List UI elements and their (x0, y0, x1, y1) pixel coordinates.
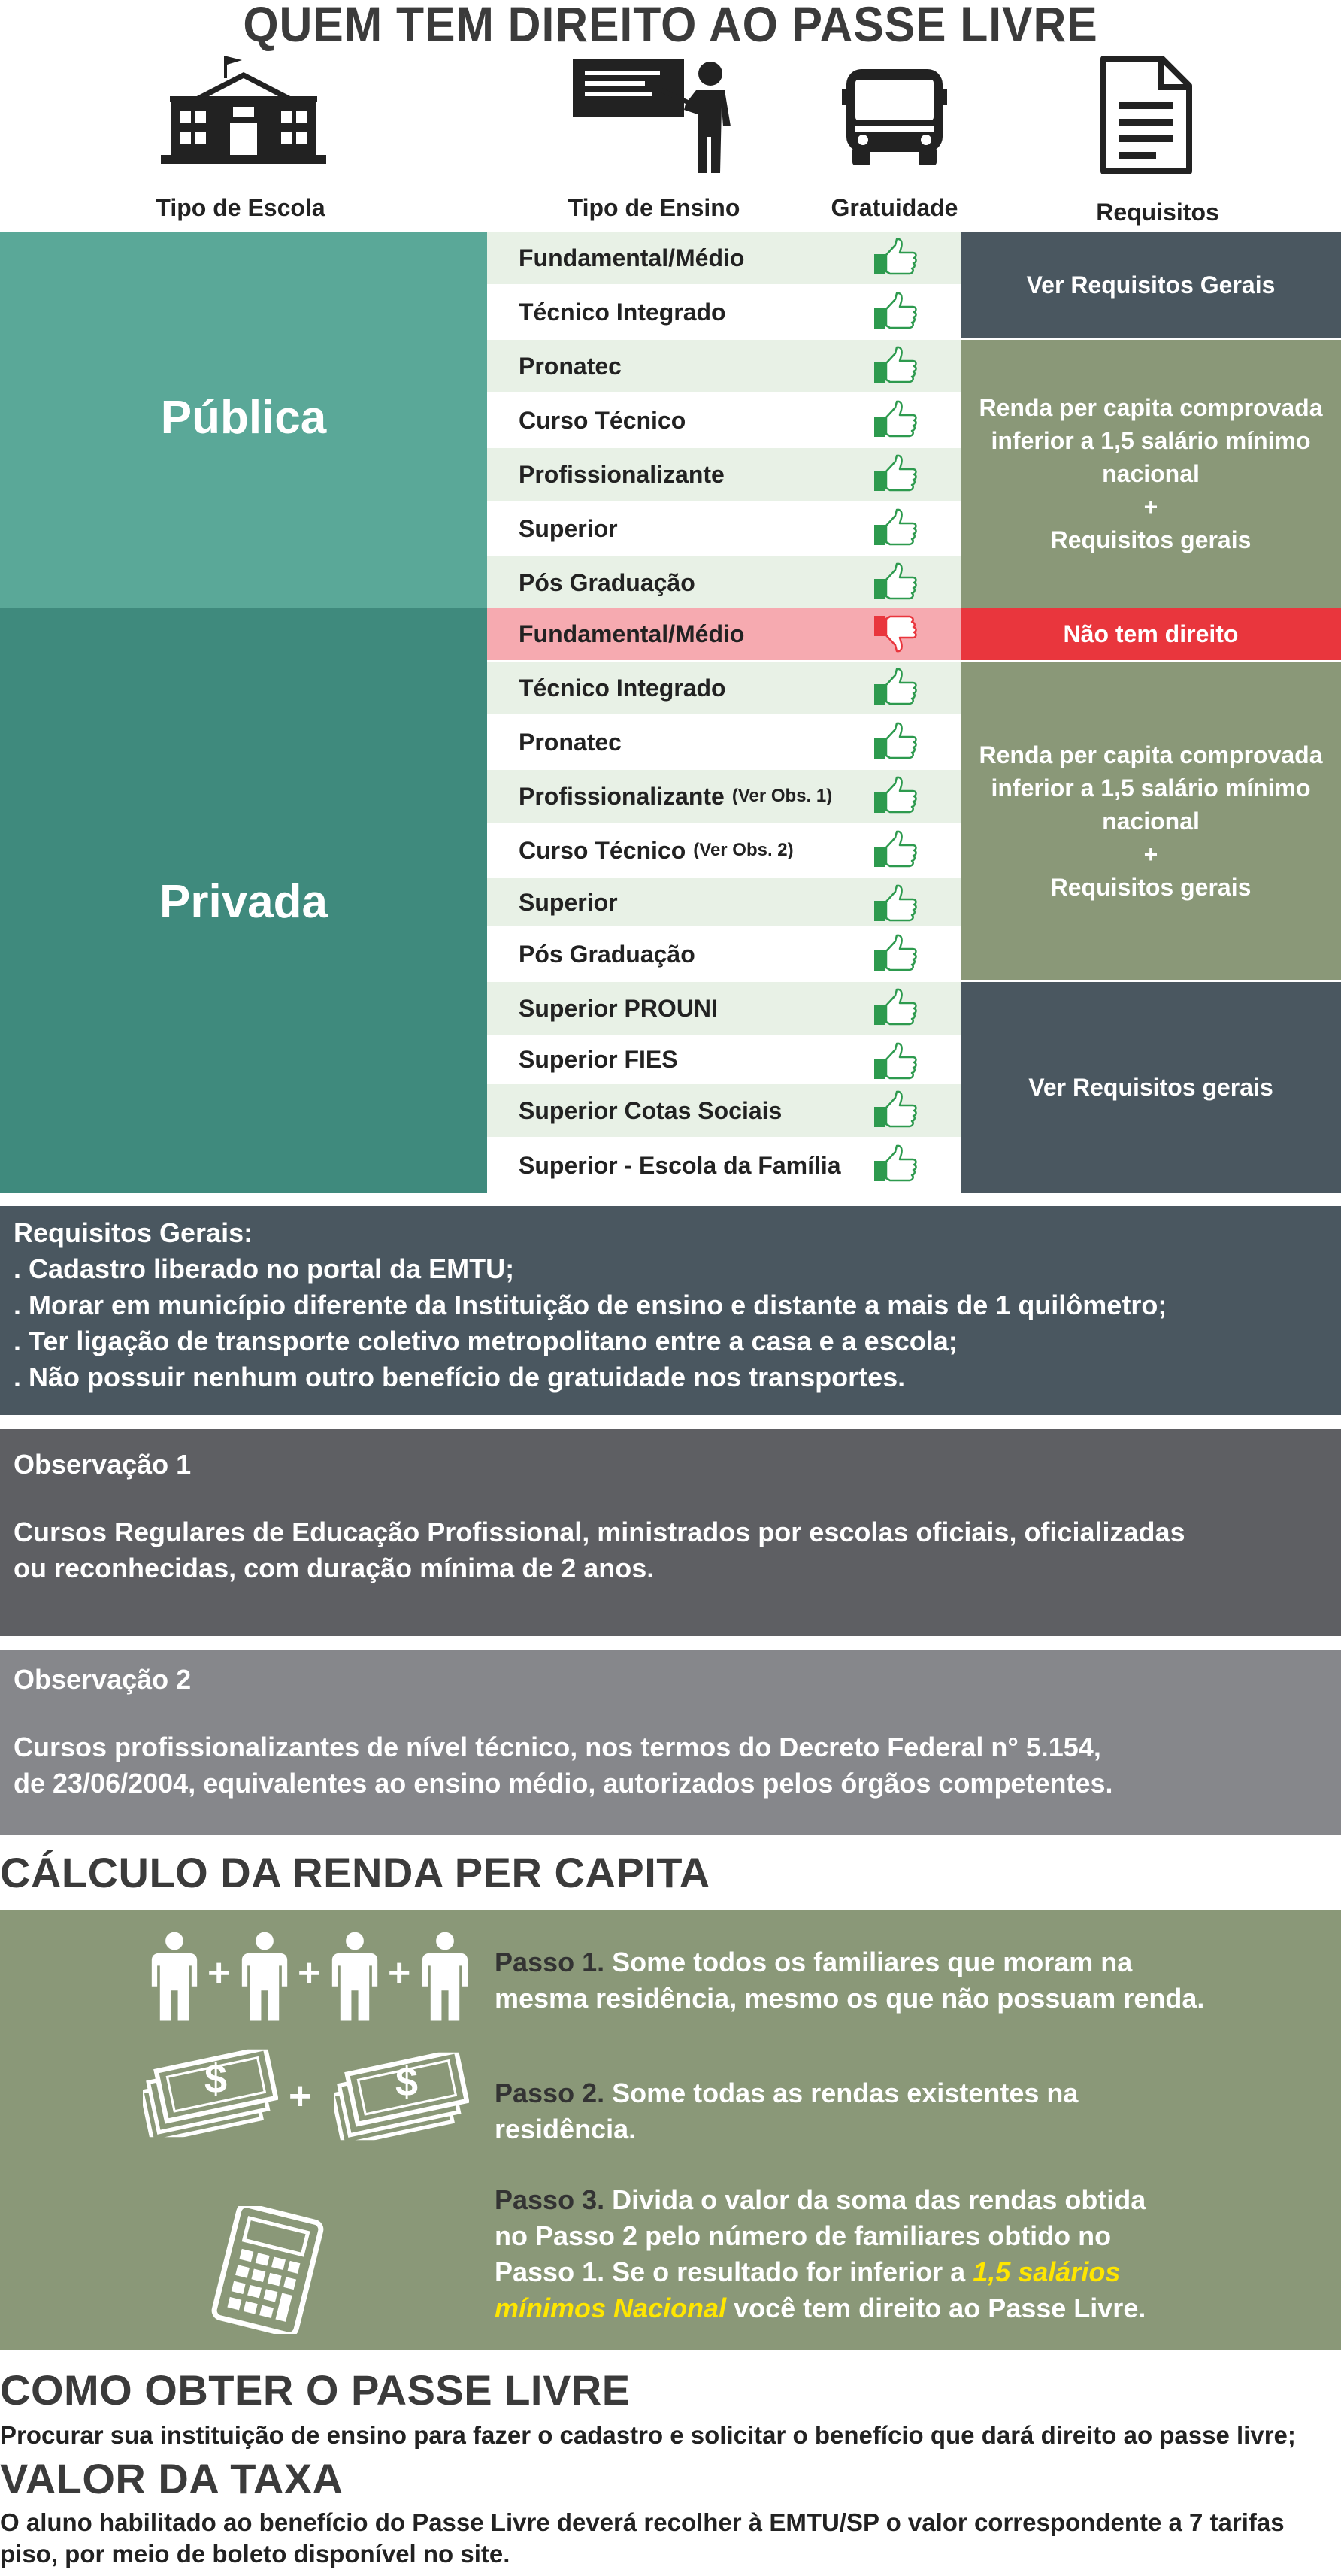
thumbs-up-icon (872, 934, 917, 973)
thumbs-up-icon (872, 1090, 917, 1129)
requisitos-gerais-box (0, 1206, 1341, 1415)
valor-taxa-heading: VALOR DA TAXA (0, 2455, 344, 2502)
person-icon (241, 1929, 289, 2024)
publica-row (487, 340, 961, 392)
thumbs-up-icon (872, 238, 917, 277)
privada-row (487, 824, 961, 877)
row-label: Fundamental/Médio (519, 244, 745, 271)
thumbs-up-icon (872, 508, 917, 547)
step-1-label: Passo 1. (495, 1947, 605, 1977)
header-gratuity: Gratuidade (831, 194, 958, 221)
money-icon (334, 2051, 469, 2141)
requisitos-item: . Cadastro liberado no portal da EMTU; (14, 1253, 515, 1284)
thumbs-up-icon (872, 562, 917, 602)
privada-req-none (961, 608, 1341, 660)
privada-req-none-text: Não tem direito (1063, 620, 1239, 647)
school-icon (161, 54, 326, 167)
thumbs-up-icon (872, 776, 917, 815)
header-teaching-type: Tipo de Ensino (568, 194, 740, 221)
step-3-line: Divida o valor da soma das rendas obtida (612, 2184, 1146, 2215)
thumbs-up-icon (872, 346, 917, 385)
step-3-line: você tem direito ao Passe Livre. (734, 2293, 1146, 2323)
plus-sign: + (298, 1951, 321, 1995)
row-label: Curso Técnico (519, 836, 686, 864)
row-label: Fundamental/Médio (519, 620, 745, 647)
obs2-line: Cursos profissionalizantes de nível técnico, nos termos do Decreto Federal n° 5.154, (14, 1732, 1101, 1762)
step-3-highlight: mínimos Nacional (495, 2293, 727, 2323)
privada-row (487, 1138, 961, 1193)
row-label: Superior FIES (519, 1045, 678, 1073)
publica-row (487, 232, 961, 284)
como-obter-text: Procurar sua instituição de ensino para fazer o cadastro e solicitar o benefício que dará direito ao passe livre; (0, 2421, 1296, 2449)
requisitos-item: . Ter ligação de transporte coletivo metropolitano entre a casa e a escola; (14, 1326, 958, 1356)
row-label: Técnico Integrado (519, 298, 726, 326)
row-note: (Ver Obs. 1) (731, 786, 833, 806)
person-icon (421, 1929, 469, 2024)
row-label: Pronatec (519, 728, 622, 756)
privada-row (487, 928, 961, 980)
thumbs-up-icon (872, 722, 917, 761)
privada-row (487, 982, 961, 1035)
thumbs-up-icon (872, 454, 917, 493)
row-label: Pós Graduação (519, 940, 695, 968)
privada-req-general-text: Ver Requisitos gerais (1028, 1074, 1273, 1101)
plus-sign: + (289, 2074, 312, 2118)
privada-label: Privada (159, 876, 328, 928)
thumbs-up-icon (872, 1144, 917, 1183)
publica-row (487, 394, 961, 447)
row-label: Superior (519, 514, 618, 542)
step-2-label: Passo 2. (495, 2077, 605, 2108)
privada-row (487, 1036, 961, 1083)
teacher-icon (571, 54, 737, 174)
dollar-sign: $ (204, 2056, 228, 2102)
publica-req-general-text: Ver Requisitos Gerais (1026, 271, 1276, 299)
thumbs-up-icon (872, 830, 917, 869)
step-3-line: no Passo 2 pelo número de familiares obtido no (495, 2220, 1112, 2251)
person-icon (331, 1929, 379, 2024)
row-note: (Ver Obs. 2) (693, 840, 794, 860)
thumbs-down-icon (872, 614, 917, 653)
plus-sign: + (207, 1951, 231, 1995)
privada-row (487, 770, 961, 823)
publica-req-general (961, 232, 1341, 338)
step-1-line: Some todos os familiares que moram na (612, 1947, 1133, 1977)
calculator-icon (207, 2206, 328, 2334)
bus-icon (842, 63, 947, 168)
obs1-heading: Observação 1 (14, 1449, 192, 1480)
publica-row (487, 502, 961, 555)
person-icon (150, 1929, 198, 2024)
obs2-line: de 23/06/2004, equivalentes ao ensino médio, autorizados pelos órgãos competentes. (14, 1768, 1113, 1799)
privada-row (487, 878, 961, 926)
req-line: inferior a 1,5 salário mínimo (991, 427, 1311, 454)
publica-row (487, 286, 961, 338)
privada-row (487, 662, 961, 714)
step-2-line: Some todas as rendas existentes na (612, 2077, 1079, 2108)
requisitos-item: . Não possuir nenhum outro benefício de gratuidade nos transportes. (14, 1362, 906, 1393)
row-label: Superior - Escola da Família (519, 1151, 841, 1179)
requisitos-item: . Morar em município diferente da Instituição de ensino e distante a mais de 1 quilômetro; (14, 1290, 1167, 1320)
privada-req-income (961, 662, 1341, 980)
row-label: Superior (519, 888, 618, 916)
page-title: QUEM TEM DIREITO AO PASSE LIVRE (243, 0, 1098, 52)
privada-row (487, 1084, 961, 1137)
row-label: Pronatec (519, 352, 622, 380)
step-3 (495, 2182, 1321, 2326)
step-2-line: residência. (495, 2114, 637, 2144)
req-line: Requisitos gerais (1050, 526, 1252, 553)
header-requirements: Requisitos (1096, 199, 1219, 226)
req-line: inferior a 1,5 salário mínimo (991, 774, 1311, 802)
row-label: Superior Cotas Sociais (519, 1096, 783, 1124)
req-line: + (1143, 493, 1158, 520)
step-3-highlight: 1,5 salários (973, 2256, 1121, 2287)
calculo-heading: CÁLCULO DA RENDA PER CAPITA (0, 1849, 710, 1896)
header-school-type: Tipo de Escola (156, 194, 325, 221)
money-icon (143, 2048, 278, 2138)
req-line: Renda per capita comprovada (979, 394, 1323, 421)
obs1-line: ou reconhecidas, com duração mínima de 2 anos. (14, 1553, 655, 1583)
req-line: nacional (1102, 460, 1200, 487)
row-label: Técnico Integrado (519, 674, 726, 702)
valor-taxa-line: piso, por meio de boleto disponível no site. (0, 2540, 510, 2568)
req-line: nacional (1102, 808, 1200, 835)
privada-req-general (961, 982, 1341, 1193)
obs1-line: Cursos Regulares de Educação Profissional, ministrados por escolas oficiais, oficializadas (14, 1517, 1185, 1547)
obs2-box (0, 1650, 1341, 1835)
obs1-box (0, 1429, 1341, 1636)
obs2-heading: Observação 2 (14, 1664, 192, 1695)
publica-req-income (961, 340, 1341, 608)
req-line: Requisitos gerais (1050, 874, 1252, 901)
row-label: Superior PROUNI (519, 994, 718, 1022)
document-icon (1097, 56, 1195, 176)
thumbs-up-icon (872, 988, 917, 1027)
thumbs-up-icon (872, 884, 917, 923)
req-line: + (1143, 841, 1158, 868)
thumbs-up-icon (872, 400, 917, 439)
req-line: Renda per capita comprovada (979, 741, 1323, 768)
como-obter-heading: COMO OBTER O PASSE LIVRE (0, 2366, 631, 2414)
step-1 (495, 1944, 1321, 2017)
privada-row (487, 716, 961, 768)
step-3-line: Passo 1. Se o resultado for inferior a (495, 2256, 966, 2287)
plus-sign: + (388, 1951, 411, 1995)
step-3-label: Passo 3. (495, 2184, 605, 2215)
publica-label: Pública (160, 392, 327, 444)
publica-row (487, 556, 961, 609)
row-label: Profissionalizante (519, 782, 725, 810)
publica-row (487, 448, 961, 501)
valor-taxa-line: O aluno habilitado ao benefício do Passe Livre deverá recolher à EMTU/SP o valor correspondente a 7 tarifas (0, 2508, 1285, 2536)
row-label: Curso Técnico (519, 406, 686, 434)
row-label: Profissionalizante (519, 460, 725, 488)
row-label: Pós Graduação (519, 568, 695, 596)
privada-row (487, 608, 961, 660)
thumbs-up-icon (872, 292, 917, 331)
step-2 (495, 2075, 1321, 2147)
step-1-line: mesma residência, mesmo os que não possuam renda. (495, 1983, 1205, 2014)
dollar-sign: $ (395, 2059, 419, 2105)
thumbs-up-icon (872, 668, 917, 707)
requisitos-gerais-heading: Requisitos Gerais: (14, 1217, 253, 1248)
thumbs-up-icon (872, 1042, 917, 1081)
